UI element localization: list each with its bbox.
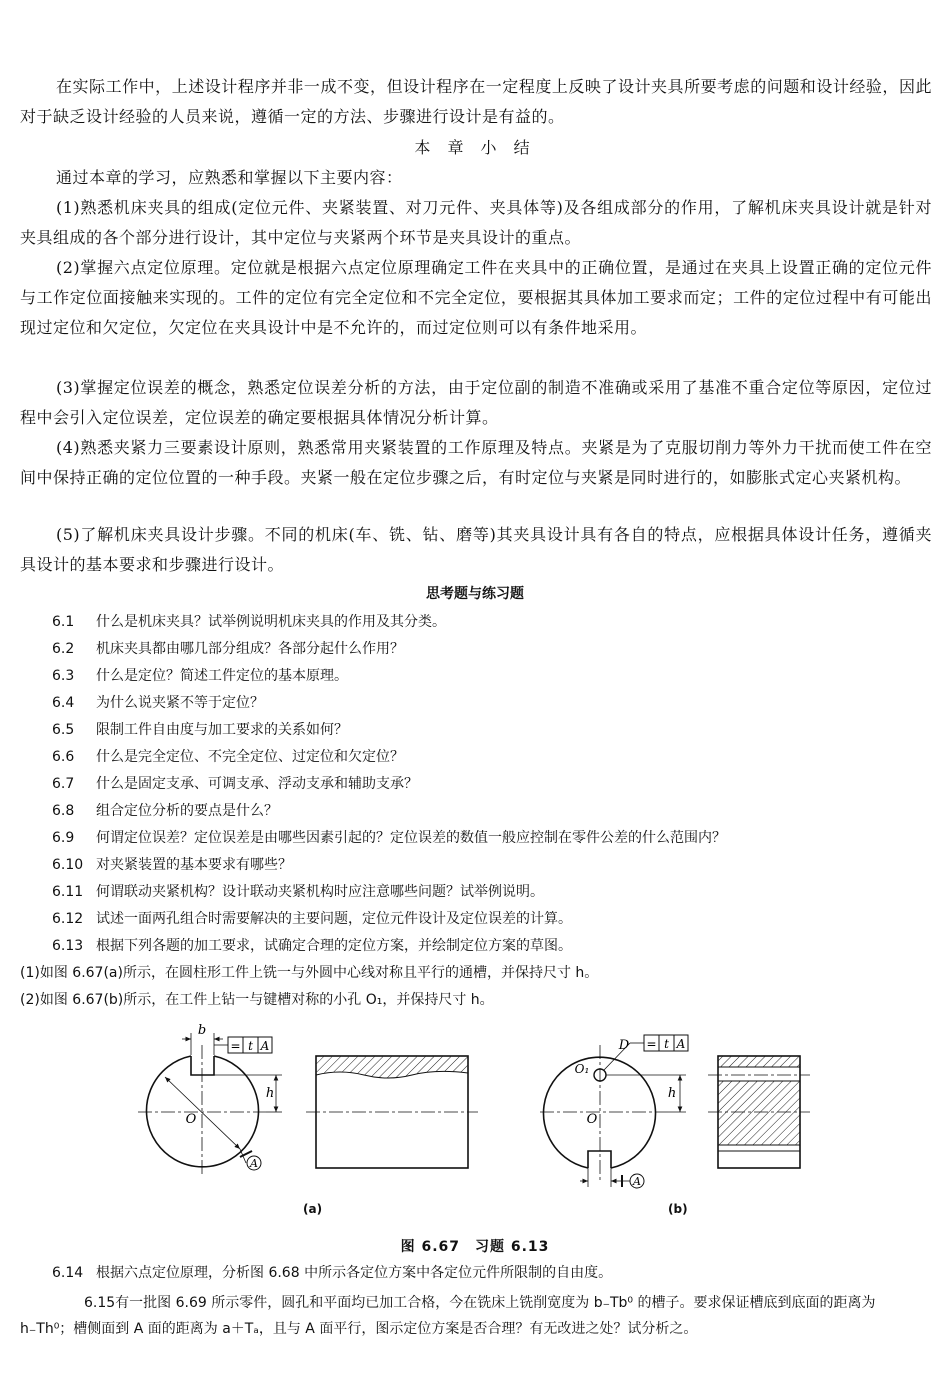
part-a-dim-b: b [197, 1023, 207, 1038]
summary-lead: 通过本章的学习，应熟悉和掌握以下主要内容： [56, 168, 403, 187]
exercise-item: 6.11 何谓联动夹紧机构？设计联动夹紧机构时应注意哪些问题？试举例说明。 [52, 884, 544, 900]
part-b-symmetry-symbol: = [646, 1037, 657, 1051]
summary-point-4: (4)熟悉夹紧力三要素设计原则，熟悉常用夹紧装置的工作原理及特点。夹紧是为了克服切削力等外力干扰而使工件在空间中保持正确的定位位置的一种手段。夹紧一般在定位步骤之后，有时定位与夹紧是同时进行的，如膨胀式定心夹紧机构。 [20, 438, 932, 487]
figure-label-a: (a) [303, 1202, 323, 1216]
part-b-side-top-hatch [718, 1056, 800, 1067]
intro-paragraph: 在实际工作中，上述设计程序并非一成不变，但设计程序在一定程度上反映了设计夹具所要考虑的问题和设计经验，因此对于缺乏设计经验的人员来说，遵循一定的方法、步骤进行设计是有益的。 [20, 77, 932, 126]
part-a-symmetry-symbol: = [230, 1039, 241, 1053]
part-b-dim-h: h [667, 1086, 677, 1101]
part-a-diameter-line [165, 1077, 240, 1149]
part-a-slot [191, 1056, 214, 1075]
part-b-hole-label: O₁ [574, 1062, 590, 1076]
figure-a-side-view [306, 1056, 478, 1168]
part-b-dim-D: D [618, 1038, 630, 1053]
summary-title: 本 章 小 结 [414, 138, 536, 157]
summary-point-1: (1)熟悉机床夹具的组成(定位元件、夹紧装置、对刀元件、夹具体等)及各组成部分的作用，了解机床夹具设计就是针对夹具组成的各个部分进行设计，其中定位与夹紧两个环节是夹具设计的重点。 [20, 198, 932, 247]
part-b-tol-A: A [676, 1037, 686, 1051]
exercise-sub-item: (2)如图 6.67(b)所示，在工件上钻一与键槽对称的小孔 O₁，并保持尺寸 h。 [20, 992, 494, 1008]
exercises-title: 思考题与练习题 [426, 586, 524, 602]
part-b-keyway [588, 1151, 611, 1168]
exercise-item: 6.10 对夹紧装置的基本要求有哪些？ [52, 857, 292, 873]
exercise-item: 6.4 为什么说夹紧不等于定位？ [52, 695, 264, 711]
part-a-side-hatch [316, 1056, 468, 1078]
exercise-item: 6.12 试述一面两孔组合时需要解决的主要问题，定位元件设计及定位误差的计算。 [52, 911, 572, 927]
figure-6-67 [0, 1015, 950, 1245]
figure-a-end-view [138, 1023, 282, 1177]
exercise-item: 6.2 机床夹具都由哪几部分组成？各部分起什么作用？ [52, 641, 404, 657]
figure-caption: 图 6.67 习题 6.13 [400, 1239, 550, 1255]
figure-b-side-view [708, 1056, 810, 1168]
part-b-center-label: O [586, 1112, 598, 1127]
exercise-item: 6.13 根据下列各题的加工要求，试确定合理的定位方案，并绘制定位方案的草图。 [52, 938, 572, 954]
part-a-circle-outline [147, 1056, 259, 1167]
part-a-tol-t: t [248, 1039, 253, 1053]
part-b-side-section-hatch [718, 1081, 800, 1145]
exercise-item: 6.3 什么是定位？简述工件定位的基本原理。 [52, 668, 348, 684]
exercise-item: 6.5 限制工件自由度与加工要求的关系如何？ [52, 722, 348, 738]
summary-point-2: (2)掌握六点定位原理。定位就是根据六点定位原理确定工件在夹具中的正确位置，是通过在夹具上设置正确的定位元件与工作定位面接触来实现的。工件的定位有完全定位和不完全定位，要根据其具体加工要求而定；工件的定位过程中有可能出现过定位和欠定位，欠定位在夹具设计中是不允许的，而过定位则可以有条件地采用。 [20, 258, 932, 337]
exercise-item: 6.7 什么是固定支承、可调支承、浮动支承和辅助支承？ [52, 776, 418, 792]
exercise-item: 6.6 什么是完全定位、不完全定位、过定位和欠定位？ [52, 749, 404, 765]
part-a-dim-h: h [265, 1086, 275, 1101]
summary-point-3: (3)掌握定位误差的概念，熟悉定位误差分析的方法，由于定位副的制造不准确或采用了基准不重合定位等原因，定位过程中会引入定位误差，定位误差的确定要根据具体情况分析计算。 [20, 378, 932, 427]
exercise-item: 6.15有一批图 6.69 所示零件，圆孔和平面均已加工合格，今在铣床上铣削宽度为 b₋Tb⁰ 的槽子。要求保证槽底到底面的距离为 h₋Th⁰；槽侧面到 A 面的距离为 a＋Tₐ，且与 A 面平行，图示定位方案是否合理？有无改进之处？试分析之。 [20, 1295, 876, 1337]
part-a-center-label: O [185, 1112, 197, 1127]
summary-point-5: (5)了解机床夹具设计步骤。不同的机床(车、铣、钻、磨等)其夹具设计具有各自的特点，应根据具体设计任务，遵循夹具设计的基本要求和步骤进行设计。 [20, 525, 932, 574]
exercise-item: 6.14 根据六点定位原理，分析图 6.68 中所示各定位方案中各定位元件所限制的自由度。 [52, 1265, 613, 1281]
figure-b-end-view [540, 1035, 688, 1188]
exercise-sub-item: (1)如图 6.67(a)所示，在圆柱形工件上铣一与外圆中心线对称且平行的通槽，并保持尺寸 h。 [20, 965, 599, 981]
exercise-item: 6.8 组合定位分析的要点是什么？ [52, 803, 278, 819]
part-a-datum-label: A [250, 1157, 258, 1170]
part-b-tol-t: t [664, 1037, 669, 1051]
figure-label-b: (b) [668, 1202, 688, 1216]
exercise-item: 6.1 什么是机床夹具？试举例说明机床夹具的作用及其分类。 [52, 614, 446, 630]
part-a-tol-A: A [260, 1039, 270, 1053]
exercise-item: 6.9 何谓定位误差？定位误差是由哪些因素引起的？定位误差的数值一般应控制在零件公差的什么范围内？ [52, 830, 726, 846]
part-b-datum-label: A [633, 1175, 641, 1188]
